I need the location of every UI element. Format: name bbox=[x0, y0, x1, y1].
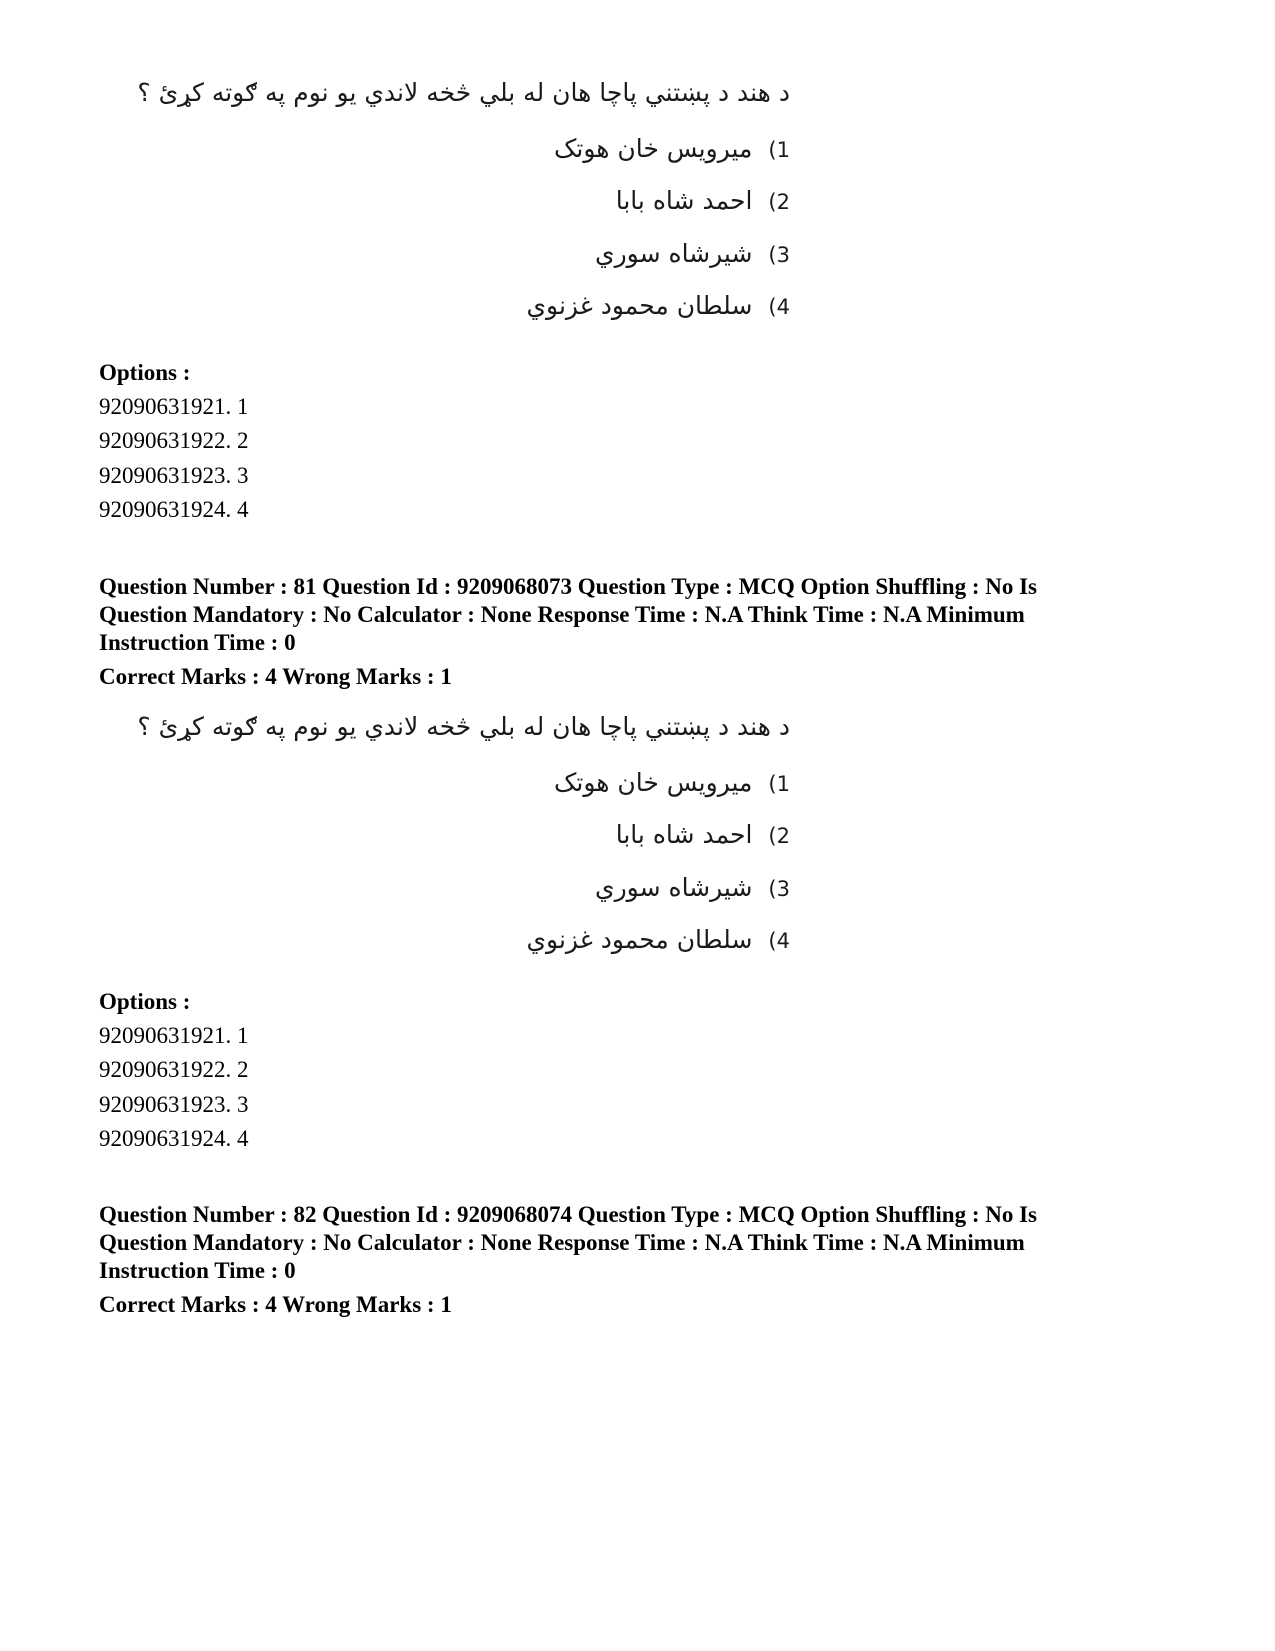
option-item: 92090631923. 3 bbox=[99, 462, 249, 488]
options-title: Options : bbox=[99, 989, 191, 1014]
choice-text: شيرشاه سوري bbox=[595, 239, 753, 268]
option-item: 92090631924. 4 bbox=[99, 496, 249, 522]
choice-number: 4) bbox=[768, 929, 790, 953]
choice-number: 1) bbox=[768, 138, 790, 162]
option-item: 92090631923. 3 bbox=[99, 1091, 249, 1117]
question-choice bbox=[616, 186, 790, 215]
choice-number: 2) bbox=[768, 190, 790, 214]
marks-line: Correct Marks : 4 Wrong Marks : 1 bbox=[99, 1292, 452, 1317]
meta-line: Question Number : 82 Question Id : 9209068074 Question Type : MCQ Option Shuffling : No Is bbox=[99, 1202, 1038, 1227]
question-choice bbox=[526, 925, 790, 954]
meta-line: Question Mandatory : No Calculator : None Response Time : N.A Think Time : N.A Minimum bbox=[99, 602, 1025, 627]
option-item: 92090631922. 2 bbox=[99, 1057, 249, 1083]
options-title: Options : bbox=[99, 360, 191, 385]
question-meta bbox=[99, 573, 1209, 691]
choice-number: 4) bbox=[768, 295, 790, 319]
question-choice bbox=[616, 820, 790, 849]
choice-text: سلطان محمود غزنوي bbox=[526, 291, 753, 320]
question-stem: د هند د پښتني پاچا هان له بلي څخه لاندي يو نوم په ګوته کړئ ؟ bbox=[137, 78, 790, 107]
question-choice bbox=[595, 873, 790, 902]
question-meta bbox=[99, 1201, 1209, 1319]
question-choice bbox=[554, 768, 790, 797]
option-item: 92090631921. 1 bbox=[99, 1023, 249, 1048]
options-list bbox=[99, 985, 249, 1156]
meta-line: Question Number : 81 Question Id : 9209068073 Question Type : MCQ Option Shuffling : No Is bbox=[99, 574, 1038, 599]
question-choice bbox=[595, 239, 790, 268]
option-item: 92090631921. 1 bbox=[99, 394, 249, 419]
question-choice bbox=[526, 291, 790, 320]
question-stem: د هند د پښتني پاچا هان له بلي څخه لاندي يو نوم په ګوته کړئ ؟ bbox=[137, 712, 790, 741]
choice-text: ميرويس خان هوتک bbox=[554, 768, 753, 797]
choice-number: 3) bbox=[768, 243, 790, 267]
options-list bbox=[99, 356, 249, 527]
option-item: 92090631922. 2 bbox=[99, 428, 249, 454]
choice-text: شيرشاه سوري bbox=[595, 873, 753, 902]
meta-line: Instruction Time : 0 bbox=[99, 1258, 296, 1283]
question-image bbox=[100, 78, 790, 338]
choice-text: ميرويس خان هوتک bbox=[554, 134, 753, 163]
meta-line: Instruction Time : 0 bbox=[99, 630, 296, 655]
choice-text: احمد شاه بابا bbox=[615, 186, 753, 215]
choice-text: سلطان محمود غزنوي bbox=[526, 925, 753, 954]
choice-number: 1) bbox=[768, 772, 790, 796]
question-choice bbox=[554, 134, 790, 163]
meta-line: Question Mandatory : No Calculator : None Response Time : N.A Think Time : N.A Minimum bbox=[99, 1230, 1025, 1255]
choice-number: 3) bbox=[768, 877, 790, 901]
choice-text: احمد شاه بابا bbox=[615, 820, 753, 849]
question-image bbox=[100, 712, 790, 972]
marks-line: Correct Marks : 4 Wrong Marks : 1 bbox=[99, 664, 452, 689]
choice-number: 2) bbox=[768, 824, 790, 848]
option-item: 92090631924. 4 bbox=[99, 1125, 249, 1151]
